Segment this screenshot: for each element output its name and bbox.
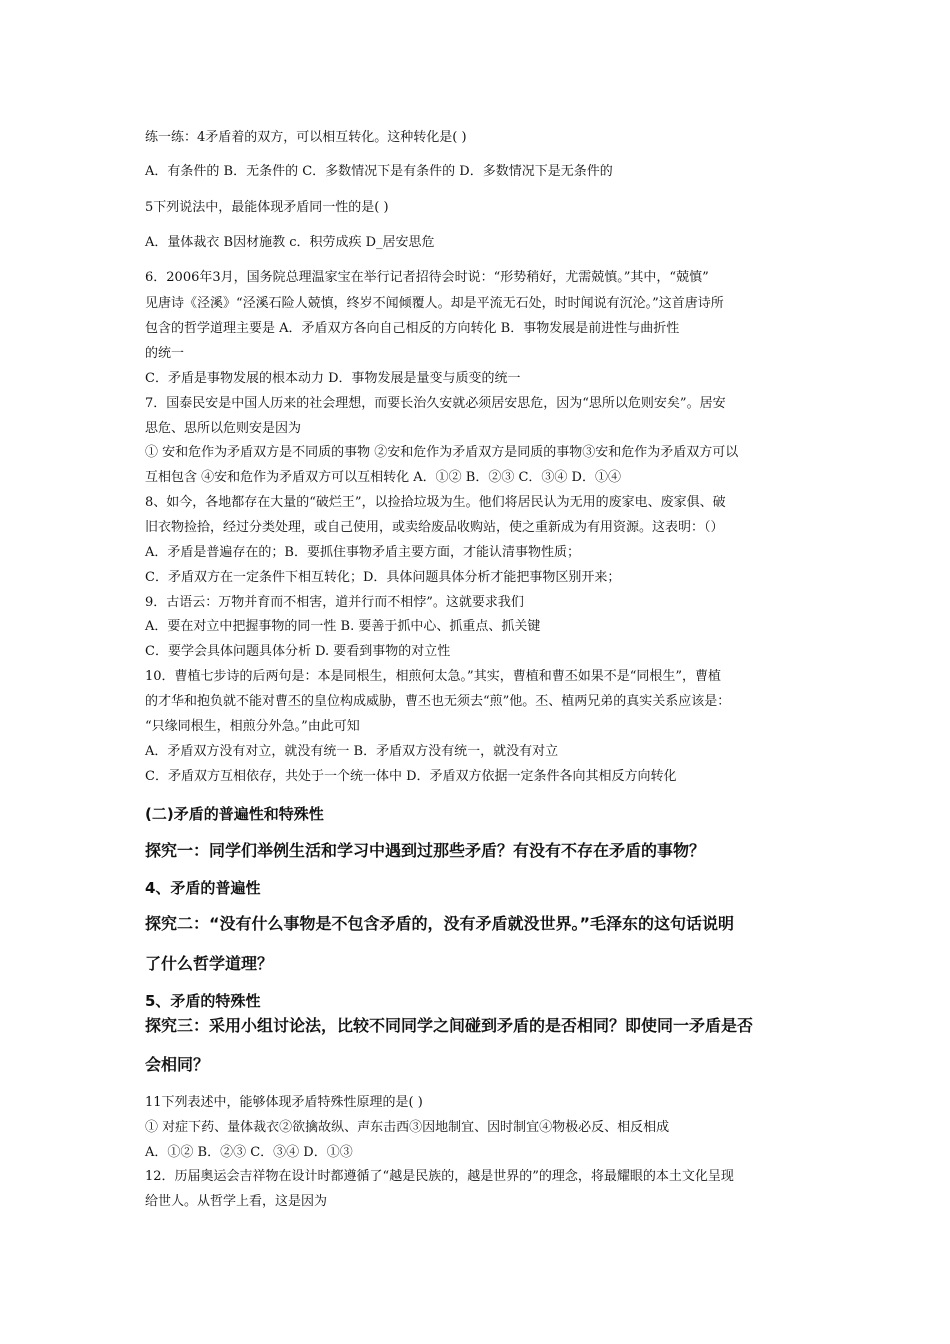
inquiry-heading: 探究二：“没有什么事物是不包含矛盾的，没有矛盾就没世界。”毛泽东的这句话说明 bbox=[145, 914, 735, 933]
inquiry-heading: 了什么哲学道理？ bbox=[145, 954, 274, 973]
text-line: ① 安和危作为矛盾双方是不同质的事物 ②安和危作为矛盾双方是同质的事物③安和危作为矛盾双方可以 bbox=[145, 445, 739, 460]
text-line: 9．古语云：万物并育而不相害，道并行而不相悖”。这就要求我们 bbox=[145, 595, 524, 610]
text-line: 旧衣物捡拾，经过分类处理，或自己使用，或卖给废品收购站，使之重新成为有用资源。这表明：（） bbox=[145, 520, 724, 535]
text-line: 给世人。从哲学上看，这是因为 bbox=[145, 1194, 328, 1209]
text-line: 11下列表述中，能够体现矛盾特殊性原理的是( ) bbox=[145, 1095, 423, 1110]
text-line: C．矛盾双方互相依存，共处于一个统一体中 D．矛盾双方依据一定条件各向其相反方向转化 bbox=[145, 769, 677, 784]
text-line: “只缘同根生，相煎分外急。”由此可知 bbox=[145, 719, 360, 734]
text-line: 互相包含 ④安和危作为矛盾双方可以互相转化 A．①② B．②③ C．③④ D．①④ bbox=[145, 470, 621, 485]
text-line: A．①② B．②③ C．③④ D．①③ bbox=[145, 1145, 353, 1160]
text-line: 10．曹植七步诗的后两句是：本是同根生，相煎何太急。”其实，曹植和曹丕如果不是“同根生”，曹植 bbox=[145, 669, 721, 684]
inquiry-heading: 会相同？ bbox=[145, 1055, 210, 1074]
text-line: 8、如今，各地都存在大量的“破烂王”，以捡拾垃圾为生。他们将居民认为无用的废家电、废家俱、破 bbox=[145, 495, 726, 510]
text-line: A．要在对立中把握事物的同一性 B. 要善于抓中心、抓重点、抓关键 bbox=[145, 619, 541, 634]
text-line: 包含的哲学道理主要是 A．矛盾双方各向自己相反的方向转化 B．事物发展是前进性与曲折性 bbox=[145, 321, 680, 336]
inquiry-heading: 探究一：同学们举例生活和学习中遇到过那些矛盾？有没有不存在矛盾的事物？ bbox=[145, 841, 706, 860]
text-line: 6．2006年3月，国务院总理温家宝在举行记者招待会时说：“形势稍好，尤需兢慎。”其中，“兢慎” bbox=[145, 270, 709, 285]
inquiry-heading: 探究三：采用小组讨论法，比较不同同学之间碰到矛盾的是否相同？即使同一矛盾是否 bbox=[145, 1016, 754, 1035]
section-heading: 4、矛盾的普遍性 bbox=[145, 879, 261, 897]
text-line: 5下列说法中，最能体现矛盾同一性的是( ) bbox=[145, 200, 389, 215]
text-line: A．量体裁衣 B因材施教 c．积劳成疾 D_居安思危 bbox=[145, 235, 435, 250]
text-line: C．矛盾双方在一定条件下相互转化；D．具体问题具体分析才能把事物区别开来； bbox=[145, 570, 621, 585]
text-line: A．矛盾双方没有对立，就没有统一 B．矛盾双方没有统一，就没有对立 bbox=[145, 744, 559, 759]
section-heading: 5、矛盾的特殊性 bbox=[145, 992, 261, 1010]
text-line: 练一练：4矛盾着的双方，可以相互转化。这种转化是( ) bbox=[145, 130, 467, 145]
text-line: A．有条件的 B．无条件的 C．多数情况下是有条件的 D．多数情况下是无条件的 bbox=[145, 164, 613, 179]
text-line: C．要学会具体问题具体分析 D. 要看到事物的对立性 bbox=[145, 644, 451, 659]
text-line: ① 对症下药、量体裁衣②欲擒故纵、声东击西③因地制宜、因时制宜④物极必反、相反相成 bbox=[145, 1120, 670, 1135]
text-line: A．矛盾是普遍存在的；B．要抓住事物矛盾主要方面，才能认清事物性质； bbox=[145, 545, 580, 560]
text-line: 思危、思所以危则安是因为 bbox=[145, 421, 302, 436]
text-line: 12．历届奥运会吉祥物在设计时都遵循了“越是民族的，越是世界的”的理念，将最耀眼的本土文化呈现 bbox=[145, 1169, 734, 1184]
text-line: 的才华和抱负就不能对曹丕的皇位构成威胁，曹丕也无须去“煎”他。丕、植两兄弟的真实关系应该是： bbox=[145, 694, 731, 709]
text-line: 见唐诗《泾溪》“泾溪石险人兢慎，终岁不闻倾覆人。却是平流无石处，时时闻说有沉沦。”这首唐诗所 bbox=[145, 296, 724, 311]
text-line: 7．国泰民安是中国人历来的社会理想，而要长治久安就必须居安思危，因为“思所以危则安矣”。居安 bbox=[145, 396, 726, 411]
text-line: C．矛盾是事物发展的根本动力 D．事物发展是量变与质变的统一 bbox=[145, 371, 521, 386]
section-heading: (二)矛盾的普遍性和特殊性 bbox=[145, 805, 324, 823]
text-line: 的统一 bbox=[145, 346, 185, 361]
